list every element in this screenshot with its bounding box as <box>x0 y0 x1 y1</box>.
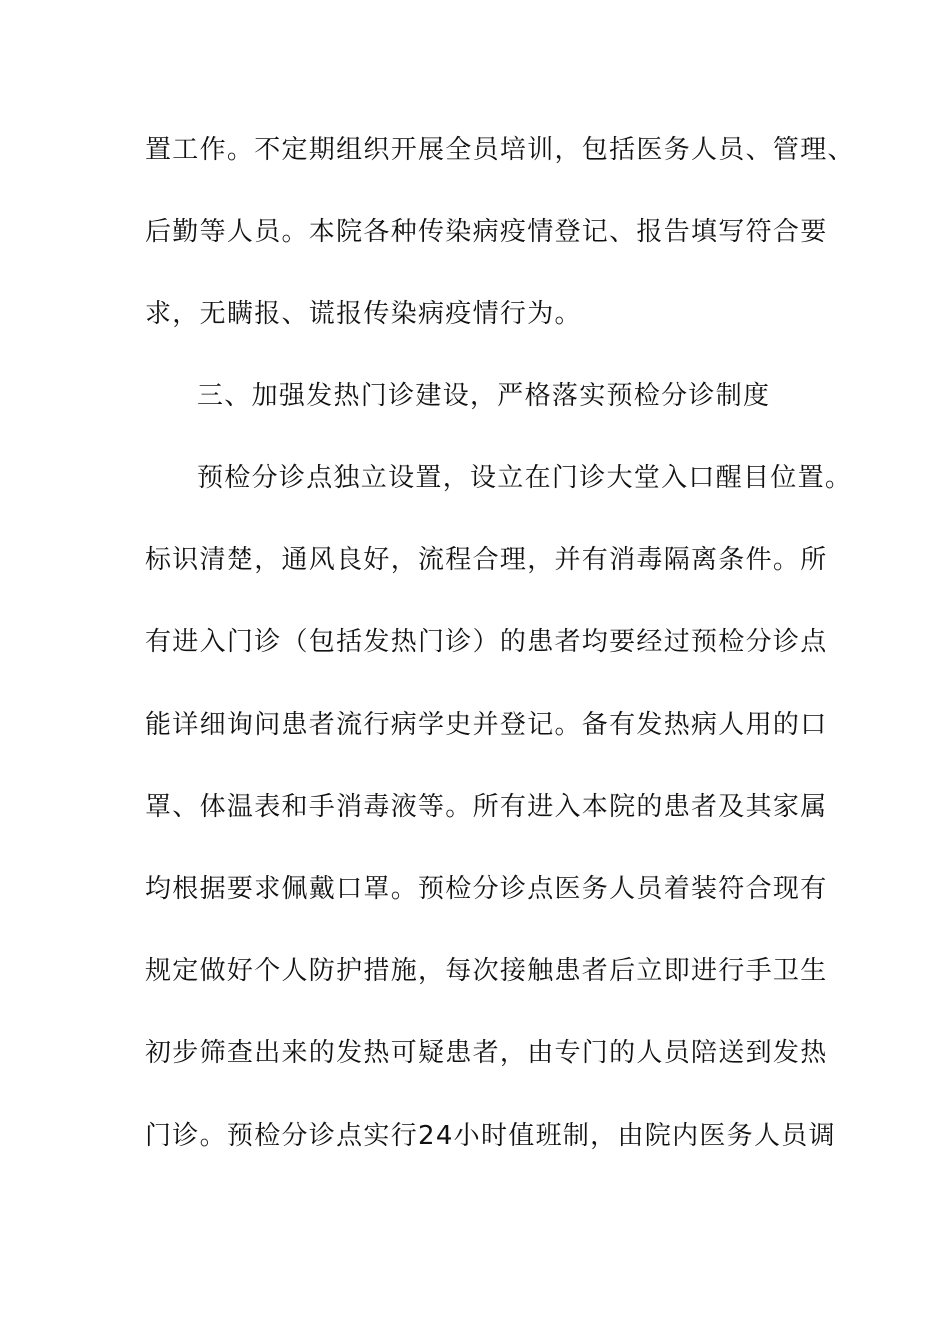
text-line: 标识清楚，通风良好，流程合理，并有消毒隔离条件。所 <box>145 545 828 575</box>
text-line: 初步筛查出来的发热可疑患者，由专门的人员陪送到发热 <box>145 1038 828 1068</box>
text-line: 均根据要求佩戴口罩。预检分诊点医务人员着装符合现有 <box>145 874 828 904</box>
text-line: 置工作。不定期组织开展全员培训，包括医务人员、管理、 <box>145 135 855 165</box>
text-line: 后勤等人员。本院各种传染病疫情登记、报告填写符合要 <box>145 217 828 247</box>
text-line: 门诊。预检分诊点实行24小时值班制，由院内医务人员调 <box>145 1121 836 1151</box>
paragraph-first-line: 预检分诊点独立设置，设立在门诊大堂入口醒目位置。 <box>197 463 853 493</box>
text-line: 规定做好个人防护措施，每次接触患者后立即进行手卫生 <box>145 956 828 986</box>
text-line: 罩、体温表和手消毒液等。所有进入本院的患者及其家属 <box>145 792 828 822</box>
text-line: 能详细询问患者流行病学史并登记。备有发热病人用的口 <box>145 710 828 740</box>
text-line: 求，无瞒报、谎报传染病疫情行为。 <box>145 299 582 329</box>
section-heading: 三、加强发热门诊建设，严格落实预检分诊制度 <box>197 381 771 411</box>
text-line: 有进入门诊（包括发热门诊）的患者均要经过预检分诊点 <box>145 627 828 657</box>
